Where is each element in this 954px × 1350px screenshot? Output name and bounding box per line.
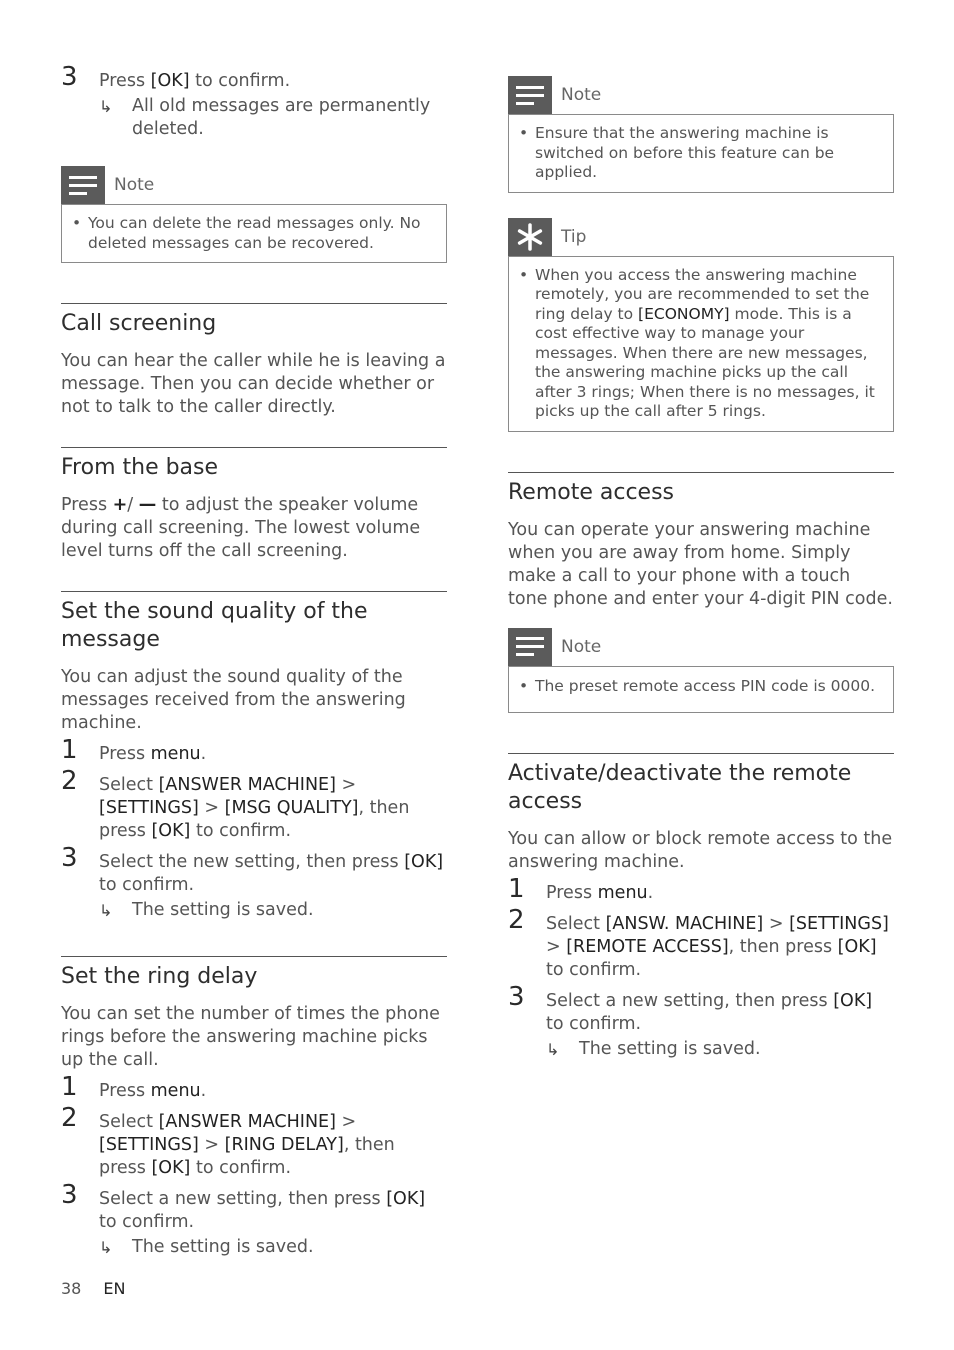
note-text: The preset remote access PIN code is 0000. <box>535 676 876 695</box>
result-arrow-icon: ↳ <box>546 1040 560 1059</box>
note-box: Note • The preset remote access PIN code is 0000. <box>508 628 894 714</box>
note-text: Ensure that the answering machine is switched on before this feature can be applied. <box>535 124 835 181</box>
tip-label: Tip <box>561 226 587 247</box>
note-label: Note <box>561 85 602 105</box>
step-result: ↳ The setting is saved. <box>546 1039 761 1059</box>
step-1: 1 Press menu. <box>61 1072 207 1102</box>
section-from-base <box>61 447 447 563</box>
section-text: You can operate your answering machine when you are away from home. Simply make a call to your phone with a touch tone phone and enter your 4-digit PIN code. <box>508 519 893 609</box>
step-result: ↳ The setting is saved. <box>99 1237 314 1257</box>
step-2: 2 Select [ANSW. MACHINE] > [SETTINGS] > [REMOTE ACCESS], then press [OK] to confirm. <box>508 905 889 980</box>
note-icon <box>61 166 105 204</box>
tip-box: Tip • When you access the answering machine remotely, you are recommended to set the ring delay to [ECONOMY] mode. This is a cost effective way to manage your messages. When there are new messages, the answering machine picks up the call after 3 rings; When there is no messages, it picks up the call after 5 rings. <box>508 218 894 432</box>
step-1: 1 Press menu. <box>61 735 207 765</box>
section-title: Set the sound quality of the message <box>61 599 368 652</box>
section-remote-access <box>508 472 894 611</box>
step-result: ↳ All old messages are permanently deleted. <box>99 96 431 139</box>
section-text: You can hear the caller while he is leaving a message. Then you can decide whether or not to talk to the caller directly. <box>61 351 446 417</box>
language-code: EN <box>103 1279 126 1298</box>
step-confirm-delete: 3 Press [OK] to confirm. ↳ All old messages are permanently deleted. <box>61 70 447 141</box>
section-ring-delay <box>61 956 447 1259</box>
section-sound-quality <box>61 591 447 922</box>
section-title: Set the ring delay <box>61 964 258 989</box>
section-call-screening <box>61 303 447 419</box>
note-icon <box>508 628 552 666</box>
tip-icon <box>508 218 552 256</box>
step-1: 1 Press menu. <box>508 874 654 904</box>
step-3: 3 Select a new setting, then press [OK] to confirm. ↳ The setting is saved. <box>61 1188 447 1259</box>
plus-icon: + <box>112 495 128 515</box>
section-title: Activate/deactivate the remote access <box>508 761 852 814</box>
step-2: 2 Select [ANSWER MACHINE] > [SETTINGS] > [MSG QUALITY], then press [OK] to confirm. <box>61 766 410 841</box>
right-column <box>508 76 894 1061</box>
note-icon <box>508 76 552 114</box>
note-label: Note <box>114 175 155 195</box>
result-arrow-icon: ↳ <box>99 97 113 116</box>
result-arrow-icon: ↳ <box>99 1238 113 1257</box>
step-number: 3 <box>61 62 78 92</box>
section-title: Call screening <box>61 311 217 336</box>
note-text: You can delete the read messages only. No deleted messages can be recovered. <box>88 214 421 252</box>
step-3: 3 Select the new setting, then press [OK] to confirm. ↳ The setting is saved. <box>61 851 447 922</box>
section-text: Press +/ — to adjust the speaker volume during call screening. The lowest volume level turns off the call screening. <box>61 495 421 561</box>
note-box: Note • You can delete the read messages only. No deleted messages can be recovered. <box>61 166 447 263</box>
result-arrow-icon: ↳ <box>99 901 113 920</box>
page-number: 38 <box>61 1279 82 1298</box>
step-3: 3 Select a new setting, then press [OK] to confirm. ↳ The setting is saved. <box>508 990 894 1061</box>
left-column <box>61 62 447 1259</box>
note-label: Note <box>561 636 602 657</box>
section-activate-remote <box>508 753 894 1061</box>
section-text: You can adjust the sound quality of the messages received from the answering machine. <box>61 667 406 733</box>
section-title: Remote access <box>508 479 675 505</box>
section-text: You can allow or block remote access to the answering machine. <box>508 829 893 872</box>
section-text: You can set the number of times the phone rings before the answering machine picks up the call. <box>61 1004 440 1070</box>
tip-text: When you access the answering machine remotely, you are recommended to set the ring delay to [ECONOMY] mode. This is a cost effective way to manage your messages. When there are new messages, the answering machine picks up the call after 3 rings; When there is no messages, it picks up the call after 5 rings. <box>535 265 875 420</box>
asterisk-icon <box>515 222 545 252</box>
step-2: 2 Select [ANSWER MACHINE] > [SETTINGS] > [RING DELAY], then press [OK] to confirm. <box>61 1103 395 1178</box>
section-title: From the base <box>61 455 219 480</box>
page-footer <box>61 1279 125 1298</box>
step-result: ↳ The setting is saved. <box>99 900 314 920</box>
note-box: Note • Ensure that the answering machine is switched on before this feature can be applied. <box>508 76 894 193</box>
minus-icon: — <box>138 495 157 515</box>
